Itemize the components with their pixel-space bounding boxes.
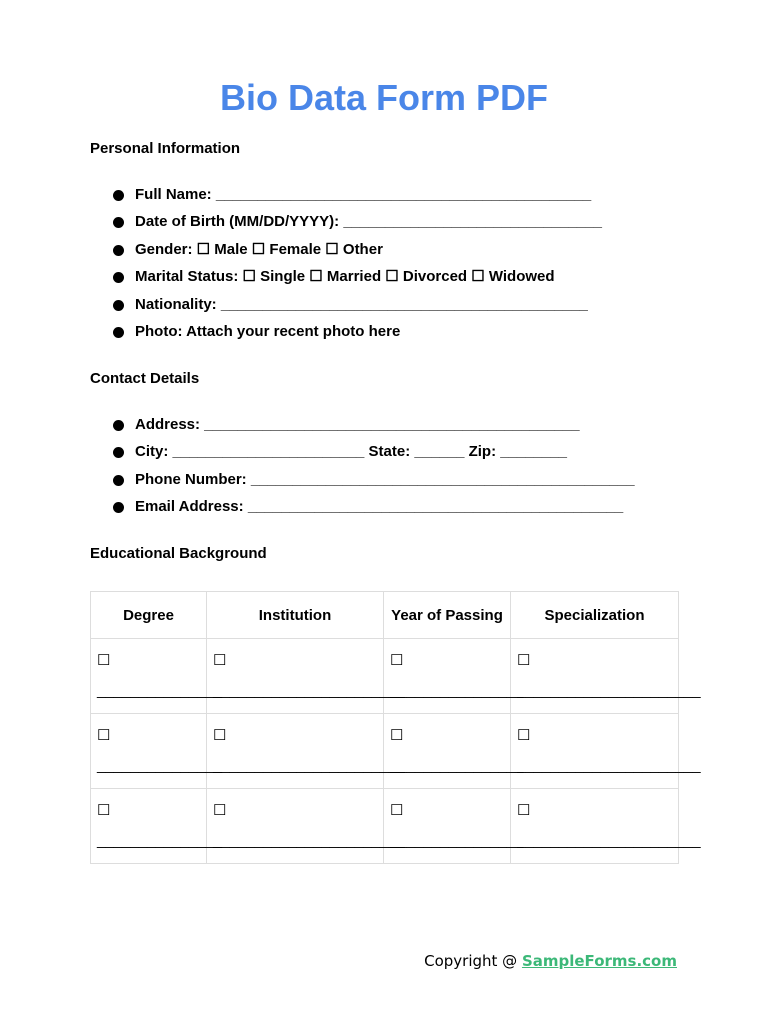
list-item-marital-status[interactable] xyxy=(112,268,602,295)
table-cell-year-of-passing[interactable] xyxy=(384,639,524,714)
checkbox-icon[interactable]: ☐ xyxy=(97,727,111,744)
blank-line[interactable]: ________________ xyxy=(390,682,524,699)
field-city-state-zip[interactable]: City: _______________________ State: ______ Zip: ________ xyxy=(135,443,567,461)
table-cell-year-of-passing[interactable] xyxy=(384,789,524,864)
list-item-city-state-zip[interactable] xyxy=(112,443,635,470)
table-cell-institution[interactable] xyxy=(207,789,405,864)
checkbox-icon[interactable]: ☐ xyxy=(390,802,404,819)
table-cell-institution[interactable] xyxy=(207,639,405,714)
bullet-icon xyxy=(113,502,124,513)
page-title: Bio Data Form PDF xyxy=(219,77,549,118)
table-cell-specialization[interactable] xyxy=(511,714,701,789)
checkbox-icon[interactable]: ☐ xyxy=(517,652,531,669)
list-item-email-address[interactable] xyxy=(112,498,635,525)
bullet-icon xyxy=(113,245,124,256)
table-row xyxy=(91,714,679,789)
blank-line[interactable]: _______________________ xyxy=(213,832,405,849)
bullet-icon xyxy=(113,447,124,458)
checkbox-icon[interactable]: ☐ xyxy=(213,727,227,744)
table-cell-degree[interactable] xyxy=(91,789,223,864)
blank-line[interactable]: _______________ xyxy=(97,757,223,774)
table-cell-year-of-passing[interactable] xyxy=(384,714,524,789)
table-row xyxy=(91,789,679,864)
bullet-icon xyxy=(113,190,124,201)
checkbox-icon[interactable]: ☐ xyxy=(390,652,404,669)
column-header-degree: Degree xyxy=(91,592,207,639)
education-table xyxy=(90,591,701,864)
table-cell-institution[interactable] xyxy=(207,714,405,789)
blank-line[interactable]: ______________________ xyxy=(517,682,701,699)
bullet-icon xyxy=(113,272,124,283)
sampleforms-link[interactable]: SampleForms.com xyxy=(521,952,677,970)
list-item-photo[interactable] xyxy=(112,323,602,350)
field-phone-number[interactable]: Phone Number: ______________________________________________ xyxy=(135,470,635,488)
section-heading-contact-details: Contact Details xyxy=(90,370,200,387)
copyright-text: Copyright @ xyxy=(424,952,522,970)
table-cell-specialization[interactable] xyxy=(511,789,701,864)
field-email-address[interactable]: Email Address: _____________________________________________ xyxy=(135,498,624,516)
blank-line[interactable]: ______________________ xyxy=(517,832,701,849)
section-heading-educational-background: Educational Background xyxy=(90,545,267,562)
table-cell-degree[interactable] xyxy=(91,714,223,789)
table-cell-specialization[interactable] xyxy=(511,639,701,714)
table-cell-degree[interactable] xyxy=(91,639,223,714)
footer-copyright xyxy=(424,952,677,970)
blank-line[interactable]: _______________________ xyxy=(213,682,405,699)
personal-information-list xyxy=(112,186,602,350)
field-marital-status[interactable]: Marital Status: ☐ Single ☐ Married ☐ Divorced ☐ Widowed xyxy=(135,268,555,286)
blank-line[interactable]: _______________________ xyxy=(213,757,405,774)
field-date-of-birth[interactable]: Date of Birth (MM/DD/YYYY): _______________________________ xyxy=(135,213,602,231)
column-header-year-of-passing: Year of Passing xyxy=(384,592,511,639)
contact-details-list xyxy=(112,416,635,526)
field-address[interactable]: Address: _____________________________________________ xyxy=(135,416,580,433)
column-header-specialization: Specialization xyxy=(511,592,679,639)
bullet-icon xyxy=(113,475,124,486)
bullet-icon xyxy=(113,420,124,431)
list-item-date-of-birth[interactable] xyxy=(112,213,602,240)
field-photo[interactable]: Photo: Attach your recent photo here xyxy=(135,322,401,340)
list-item-address[interactable] xyxy=(112,416,635,443)
bullet-icon xyxy=(113,300,124,311)
bullet-icon xyxy=(113,217,124,228)
blank-line[interactable]: ______________________ xyxy=(517,757,701,774)
blank-line[interactable]: ________________ xyxy=(390,757,524,774)
table-header-row xyxy=(91,592,679,639)
column-header-institution: Institution xyxy=(207,592,384,639)
section-heading-personal-information: Personal Information xyxy=(90,140,241,157)
checkbox-icon[interactable]: ☐ xyxy=(97,652,111,669)
checkbox-icon[interactable]: ☐ xyxy=(390,727,404,744)
list-item-nationality[interactable] xyxy=(112,296,602,323)
checkbox-icon[interactable]: ☐ xyxy=(517,802,531,819)
blank-line[interactable]: _______________ xyxy=(97,832,223,849)
list-item-gender[interactable] xyxy=(112,241,602,268)
field-nationality[interactable]: Nationality: ____________________________________________ xyxy=(135,295,588,313)
checkbox-icon[interactable]: ☐ xyxy=(213,802,227,819)
table-row xyxy=(91,639,679,714)
bullet-icon xyxy=(113,327,124,338)
blank-line[interactable]: _______________ xyxy=(97,682,223,699)
list-item-full-name[interactable] xyxy=(112,186,602,213)
blank-line[interactable]: ________________ xyxy=(390,832,524,849)
checkbox-icon[interactable]: ☐ xyxy=(97,802,111,819)
checkbox-icon[interactable]: ☐ xyxy=(213,652,227,669)
checkbox-icon[interactable]: ☐ xyxy=(517,727,531,744)
list-item-phone-number[interactable] xyxy=(112,471,635,498)
field-full-name[interactable]: Full Name: _____________________________________________ xyxy=(135,186,592,203)
field-gender[interactable]: Gender: ☐ Male ☐ Female ☐ Other xyxy=(135,240,383,258)
